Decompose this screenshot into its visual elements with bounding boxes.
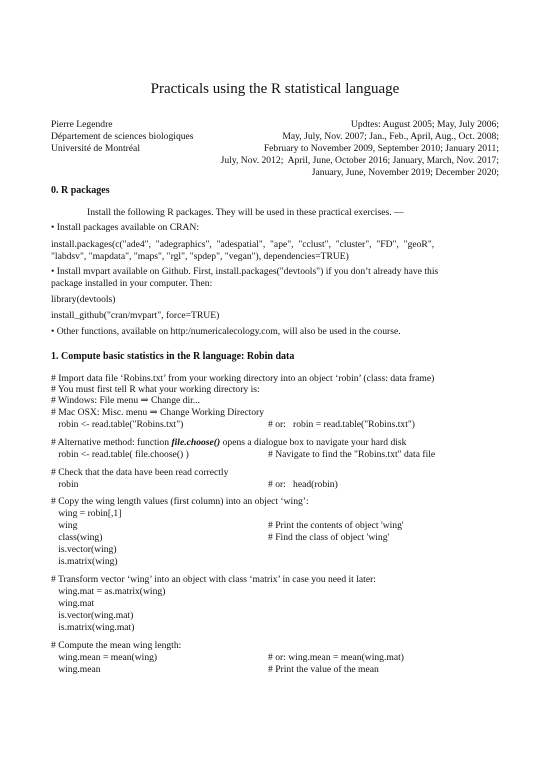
- code-comment: # Navigate to find the "Robins.txt" data file: [268, 449, 436, 460]
- code-text: robin: [51, 479, 79, 490]
- code-text: # Check that the data have been read correctly: [51, 467, 229, 478]
- github-label: package installed in your computer. Then:: [51, 278, 213, 289]
- code-line: [51, 407, 264, 418]
- code-comment: # Find the class of object 'wing': [268, 532, 390, 543]
- code-line: [51, 574, 376, 585]
- code-line: [51, 640, 181, 651]
- author-university: Université de Montréal: [51, 143, 140, 154]
- code-text: opens a dialogue box to navigate your hard disk: [220, 437, 407, 448]
- code-line: [51, 395, 200, 406]
- other-functions-note: • Other functions, available on http:/numericalecology.com, will also be used in the course.: [51, 326, 401, 337]
- github-command: library(devtools): [51, 294, 116, 305]
- function-name: file.choose(): [171, 437, 221, 448]
- code-line: [51, 544, 117, 555]
- update-line: January, June, November 2019; December 2020;: [311, 167, 499, 178]
- code-line: [51, 449, 189, 460]
- code-comment: # Print the contents of object 'wing': [268, 520, 404, 531]
- code-line: [51, 556, 118, 567]
- code-line: [51, 467, 228, 478]
- cran-command: install.packages(c("ade4", "adegraphics", "adespatial", "ape", "cclust", "cluster", "FD", "geoR",: [51, 239, 435, 250]
- author-name: Pierre Legendre: [51, 119, 113, 130]
- github-command: install_github("cran/mvpart", force=TRUE): [51, 310, 220, 321]
- code-comment: # or: head(robin): [268, 479, 338, 490]
- code-line: [51, 373, 434, 384]
- code-text: robin <- read.table("Robins.txt"): [51, 419, 184, 430]
- code-text: wing = robin[,1]: [51, 508, 122, 519]
- author-department: Département de sciences biologiques: [51, 131, 194, 142]
- code-text: robin <- read.table( file.choose() ): [51, 449, 189, 460]
- code-line: [51, 622, 134, 633]
- code-text: # Compute the mean wing length:: [51, 640, 182, 651]
- code-line: [51, 664, 101, 675]
- code-text: # Transform vector ‘wing’ into an object with class ‘matrix’ in case you need it later:: [51, 574, 376, 585]
- code-text: wing.mean: [51, 664, 101, 675]
- code-comment: # or: robin = read.table("Robins.txt"): [268, 419, 415, 430]
- section-0-heading: 0. R packages: [51, 185, 110, 196]
- code-line: [51, 496, 309, 507]
- code-line: [51, 586, 165, 597]
- code-line: [51, 384, 260, 395]
- cran-command: "labdsv", "mapdata", "maps", "rgl", "spdep", "vegan"), dependencies=TRUE): [51, 251, 349, 262]
- code-text: is.vector(wing): [51, 544, 117, 555]
- code-text: # Alternative method: function: [51, 437, 172, 448]
- section-0-intro: Install the following R packages. They will be used in these practical exercises. —: [87, 207, 404, 218]
- code-text: wing: [51, 520, 78, 531]
- code-text: # Copy the wing length values (first column) into an object ‘wing’:: [51, 496, 309, 507]
- code-line: [51, 610, 133, 621]
- code-text: # Mac OSX: Misc. menu ⇒ Change Working Directory: [51, 407, 265, 418]
- code-text: wing.mat: [51, 598, 95, 609]
- code-text: is.matrix(wing): [51, 556, 118, 567]
- update-line: February to November 2009, September 2010; January 2011;: [263, 143, 499, 154]
- code-line: [51, 652, 157, 663]
- code-line: [51, 508, 121, 519]
- code-text: # You must first tell R what your working directory is:: [51, 384, 260, 395]
- code-text: is.matrix(wing.mat): [51, 622, 135, 633]
- code-line: [51, 598, 94, 609]
- code-line: [51, 419, 183, 430]
- code-text: is.vector(wing.mat): [51, 610, 134, 621]
- section-1-heading: 1. Compute basic statistics in the R language: Robin data: [51, 351, 295, 362]
- code-comment: # or: wing.mean = mean(wing.mat): [268, 652, 404, 663]
- code-line: [51, 479, 78, 490]
- cran-label: • Install packages available on CRAN:: [51, 222, 200, 233]
- document-title: Practicals using the R statistical language: [150, 81, 400, 97]
- code-comment: # Print the value of the mean: [268, 664, 379, 675]
- code-text: # Import data file ‘Robins.txt’ from your working directory into an object ‘robin’ (class: data frame): [51, 373, 435, 384]
- update-line: July, Nov. 2012; April, June, October 2016; January, March, Nov. 2017;: [220, 155, 499, 166]
- update-line: May, July, Nov. 2007; Jan., Feb., April, Aug., Oct. 2008;: [282, 131, 499, 142]
- code-line: [51, 520, 77, 531]
- update-line: Updtes: August 2005; May, July 2006;: [350, 119, 499, 130]
- code-text: wing.mat = as.matrix(wing): [51, 586, 166, 597]
- code-line: [51, 437, 406, 448]
- code-text: class(wing): [51, 532, 103, 543]
- github-label: • Install mvpart available on Github. First, install.packages("devtools") if you don’t already have this: [51, 266, 439, 277]
- code-line: [51, 532, 102, 543]
- code-text: wing.mean = mean(wing): [51, 652, 158, 663]
- code-text: # Windows: File menu ⇒ Change dir...: [51, 395, 200, 406]
